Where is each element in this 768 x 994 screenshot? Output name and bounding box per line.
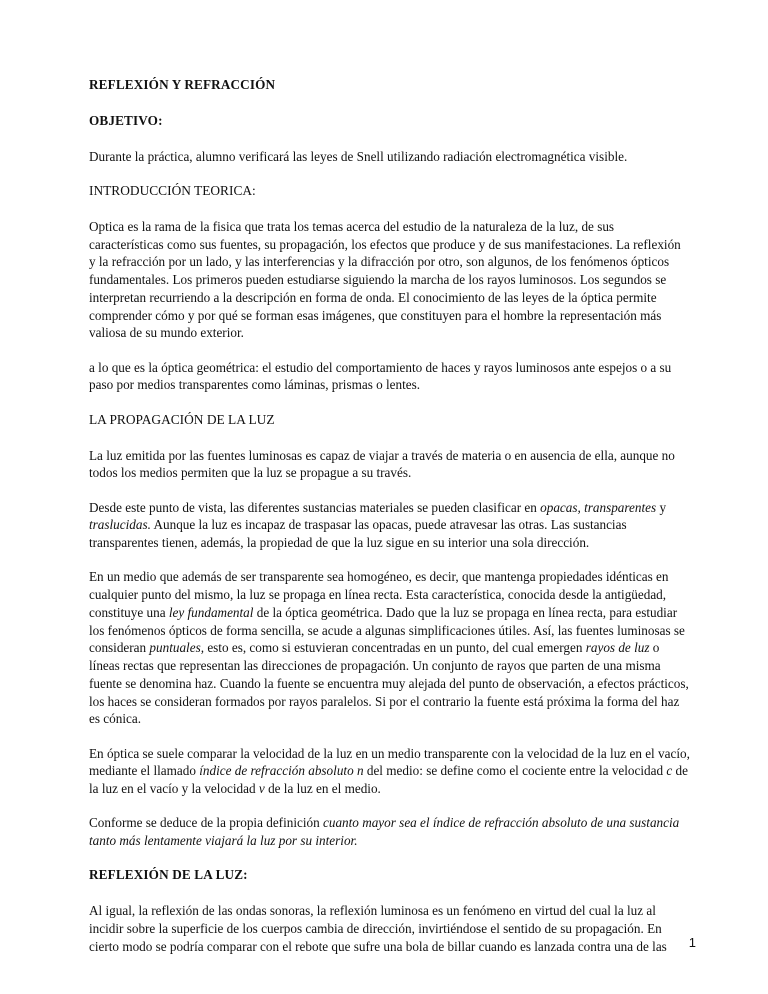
page-title: REFLEXIÓN Y REFRACCIÓN (89, 77, 276, 92)
emphasis-variable-c: c (666, 763, 673, 779)
text-run: En un medio que además de ser transparente sea homogéneo, es decir, que mantenga propiedades idénticas en cualquier punto del mismo, la luz se propaga en línea recta. Esta característica, conocida desde la antigüedad, constituye una (89, 569, 669, 620)
emphasis-puntuales: puntuales, (149, 640, 205, 656)
section-heading-objetivo: OBJETIVO: (89, 112, 163, 128)
paragraph-conforme (89, 814, 690, 850)
section-heading-reflexion: REFLEXIÓN DE LA LUZ: (89, 867, 248, 883)
text-run: Desde este punto de vista, las diferentes sustancias materiales se pueden clasificar en (89, 499, 541, 515)
emphasis-opacas-transparentes: opacas, transparentes (540, 499, 657, 515)
text-run: de la luz en el vacío y la velocidad (89, 763, 688, 797)
text-run: esto es, como si estuvieran concentradas en un punto, del cual emergen (204, 640, 586, 656)
emphasis-indice-refraccion-absoluto: índice de refracción absoluto n (199, 763, 364, 779)
text-run: En óptica se suele comparar la velocidad de la luz en un medio transparente con la velocidad de la luz en el vacío, mediante el llamado (89, 745, 690, 779)
paragraph-velocidad-luz (89, 745, 690, 798)
paragraph-objetivo: Durante la práctica, alumno verificará las leyes de Snell utilizando radiación electromagnética visible. (89, 148, 628, 164)
text-run: de la luz en el medio. (264, 781, 381, 797)
text-run: y (656, 499, 667, 515)
page-number: 1 (688, 935, 696, 950)
emphasis-ley-fundamental: ley fundamental (168, 604, 254, 620)
text-run: Conforme se deduce de la propia definición (89, 815, 323, 831)
text-run: o líneas rectas que representan las direcciones de propagación. Un conjunto de rayos que parten de una misma fuente se denomina haz. Cuando la fuente se encuentra muy alejada del punto de observación, a efectos prácticos, los haces se consideran formados por rayos paralelos. Si por el contrario la fuente está próxima la forma del haz es cónica. (89, 640, 689, 727)
section-heading-introduccion: INTRODUCCIÓN TEORICA: (89, 182, 256, 198)
text-run: del medio: se define como el cociente entre la velocidad (363, 763, 667, 779)
section-heading-propagacion: LA PROPAGACIÓN DE LA LUZ (89, 411, 275, 427)
emphasis-rayos-de-luz: rayos de luz (585, 640, 650, 656)
paragraph-sustancias (89, 499, 690, 552)
paragraph-reflexion: Al igual, la reflexión de las ondas sonoras, la reflexión luminosa es un fenómeno en virtud del cual la luz al incidir sobre la superficie de los cuerpos cambia de dirección, invirtiéndose el sentido de su propagación. En cierto modo se podría comparar con el rebote que sufre una bola de billar cuando es lanzada contra una de las (89, 903, 667, 954)
text-run: de la óptica geométrica. Dado que la luz se propaga en línea recta, para estudiar los fenómenos ópticos de forma sencilla, se acude a algunas simplificaciones útiles. Así, las fuentes luminosas se consideran (89, 604, 685, 656)
paragraph-optica: Optica es la rama de la fisica que trata los temas acerca del estudio de la naturaleza de la luz, de sus características como sus fuentes, su propagación, los efectos que produce y de sus manifestaciones. La reflexión y la refracción por un lado, y las interferencias y la difracción por otro, son algunos, de los fenómenos ópticos fundamentales. Los primeros pueden estudiarse siguiendo la marcha de los rayos luminosos. Los segundos se interpretan recurriendo a la descripción en forma de onda. El conocimiento de las leyes de la óptica permite comprender cómo y por qué se forman esas imágenes, que constituyen para el hombre la representación más valiosa de su mundo exterior. (89, 218, 681, 341)
emphasis-variable-v: v (258, 781, 265, 797)
paragraph-medio-homogeneo (89, 568, 690, 728)
emphasis-traslucidas: traslucidas. (89, 517, 151, 533)
text-run: Aunque la luz es incapaz de traspasar las opacas, puede atravesar las otras. Las sustancias transparentes tienen, además, la propiedad de que la luz sigue en su interior una sola dirección. (89, 517, 627, 551)
paragraph-optica-geometrica: a lo que es la óptica geométrica: el estudio del comportamiento de haces y rayos luminosos ante espejos o a su paso por medios transparentes como láminas, prismas o lentes. (89, 359, 672, 393)
document-body (89, 76, 690, 955)
paragraph-propagacion: La luz emitida por las fuentes luminosas es capaz de viajar a través de materia o en ausencia de ella, aunque no todos los medios permiten que la luz se propague a su través. (89, 447, 675, 481)
emphasis-cuanto-mayor: cuanto mayor sea el índice de refracción absoluto de una sustancia tanto más lentamente viajará la luz por su interior. (89, 815, 680, 849)
